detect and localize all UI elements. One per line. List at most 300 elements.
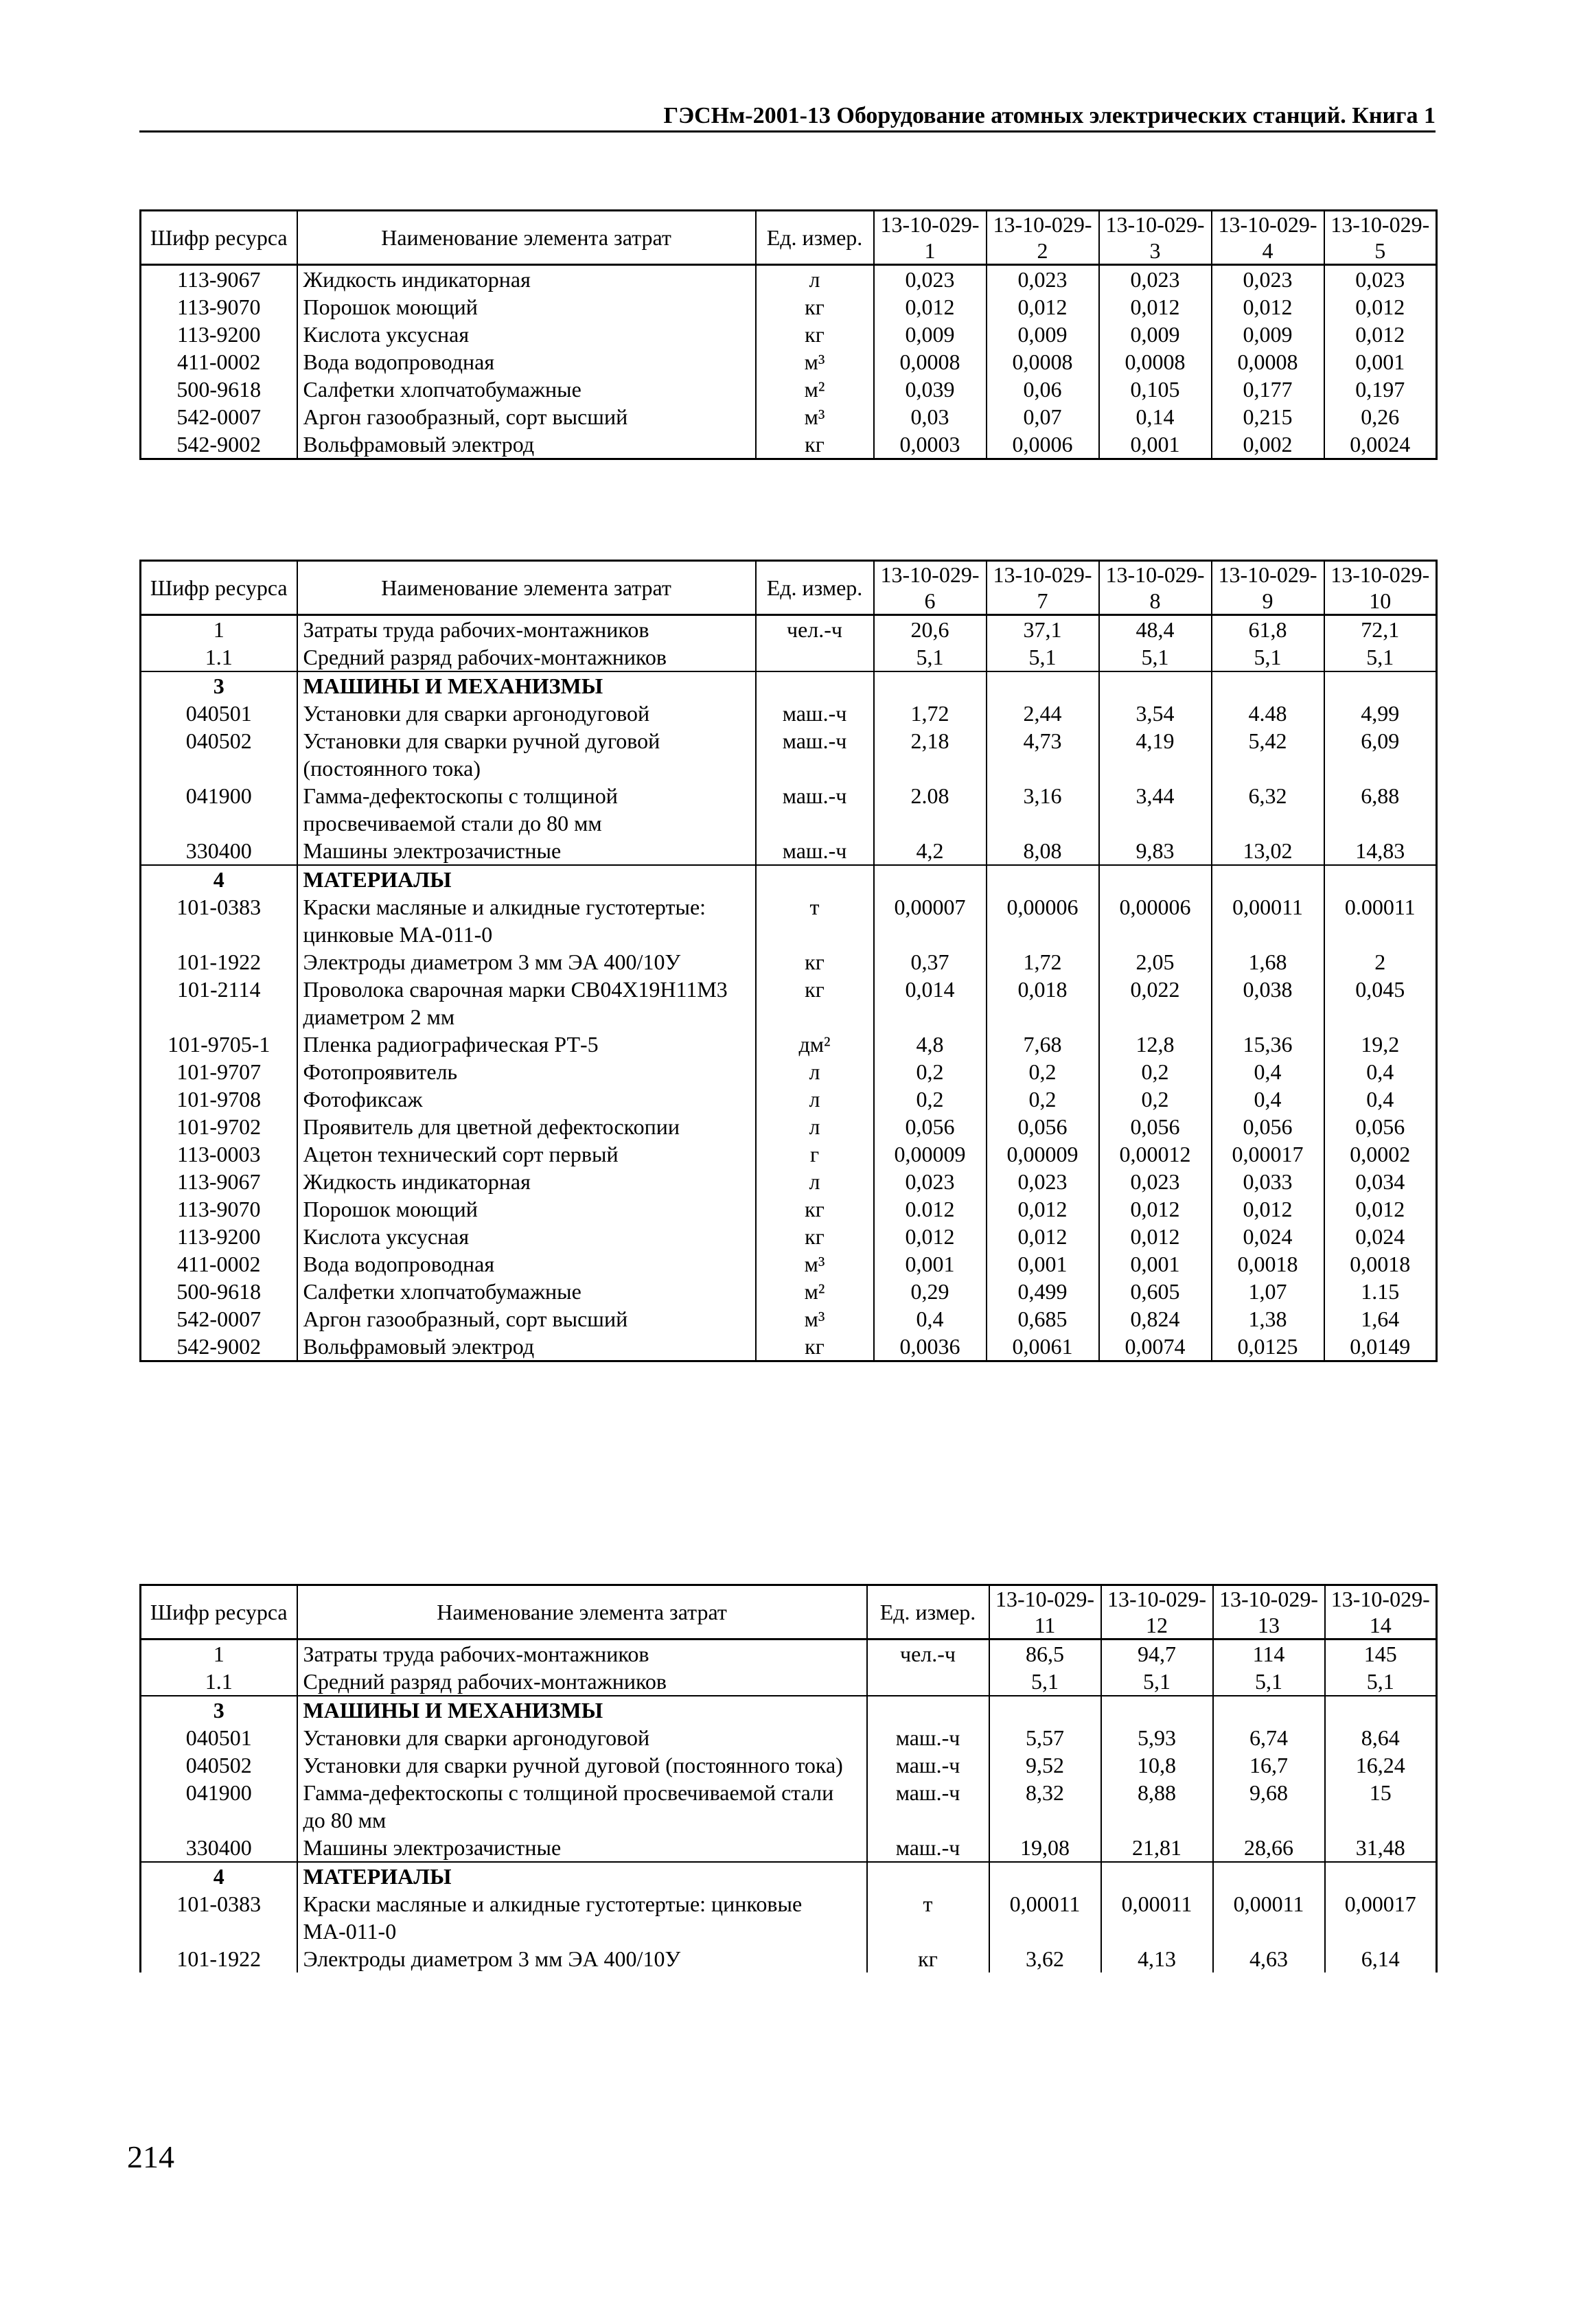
resource-code: 1.1 [141,1668,297,1696]
table-row [141,643,1437,671]
resource-code: 3 [141,671,297,700]
value-cell: 19,08 [989,1834,1101,1862]
value-cell: 114 [1213,1640,1325,1668]
resource-code: 411-0002 [141,348,297,376]
resource-code: 041900 [141,782,297,837]
unit-cell: маш.-ч [867,1779,989,1834]
resource-name: Краски масляные и алкидные густотертые: цинковые МА-011-0 [297,1890,867,1945]
resource-name: МАШИНЫ И МЕХАНИЗМЫ [297,1696,867,1724]
value-cell: 0,07 [987,403,1099,430]
page-header: ГЭСНм-2001-13 Оборудование атомных электрических станций. Книга 1 [139,103,1436,133]
value-cell: 0,2 [874,1058,987,1085]
value-cell: 0,012 [1324,321,1437,348]
unit-cell: кг [756,293,874,321]
table-row [141,1058,1437,1085]
value-cell: 0,4 [1324,1058,1437,1085]
value-cell: 0,033 [1212,1168,1324,1195]
value-cell: 13,02 [1212,837,1324,865]
value-cell: 0,00009 [874,1140,987,1168]
value-cell: 7,68 [987,1031,1099,1058]
col-header-norm: 13-10-029-13 [1213,1585,1325,1640]
table-row [141,1305,1437,1333]
unit-cell: л [756,1113,874,1140]
value-cell: 0,056 [1212,1113,1324,1140]
value-cell: 0,0008 [874,348,987,376]
resource-name: Установки для сварки ручной дуговой (постоянного тока) [297,1751,867,1779]
value-cell: 0,056 [1324,1113,1437,1140]
value-cell: 2,44 [987,700,1099,727]
resource-name: Кислота уксусная [297,321,756,348]
resource-name: Машины электрозачистные [297,837,756,865]
value-cell: 5,1 [874,643,987,671]
value-cell: 0,0024 [1324,430,1437,459]
value-cell: 14,83 [1324,837,1437,865]
unit-cell [756,643,874,671]
value-cell: 0,00017 [1212,1140,1324,1168]
value-cell: 0,0008 [987,348,1099,376]
value-cell: 5,1 [1213,1668,1325,1696]
unit-cell: дм² [756,1031,874,1058]
table-row [141,1668,1437,1696]
value-cell: 0,024 [1324,1223,1437,1250]
value-cell: 0,038 [1212,976,1324,1031]
value-cell: 0,009 [987,321,1099,348]
resource-code: 040502 [141,727,297,782]
value-cell: 4,63 [1213,1945,1325,1972]
table-row [141,348,1437,376]
value-cell: 0,00011 [1213,1890,1325,1945]
value-cell [874,671,987,700]
value-cell: 0,045 [1324,976,1437,1031]
value-cell: 0,177 [1212,376,1324,403]
col-header-norm: 13-10-029-12 [1101,1585,1213,1640]
value-cell [989,1862,1101,1890]
unit-cell: л [756,1058,874,1085]
value-cell: 0,00011 [1101,1890,1213,1945]
value-cell: 0,14 [1099,403,1212,430]
value-cell: 4,13 [1101,1945,1213,1972]
table-row [141,1223,1437,1250]
resource-name: Ацетон технический сорт первый [297,1140,756,1168]
col-header-norm: 13-10-029-2 [987,211,1099,265]
value-cell: 0,0018 [1324,1250,1437,1278]
table-row [141,837,1437,865]
table-row [141,403,1437,430]
table-row [141,893,1437,948]
value-cell [1101,1862,1213,1890]
col-header-unit: Ед. измер. [756,561,874,615]
value-cell: 0,00012 [1099,1140,1212,1168]
value-cell: 8,32 [989,1779,1101,1834]
value-cell [1213,1862,1325,1890]
resource-name: Порошок моющий [297,1195,756,1223]
value-cell: 0,056 [1099,1113,1212,1140]
value-cell: 0,4 [1324,1085,1437,1113]
resource-name: Электроды диаметром 3 мм ЭА 400/10У [297,948,756,976]
unit-cell: маш.-ч [867,1834,989,1862]
col-header-norm: 13-10-029-6 [874,561,987,615]
value-cell: 5,1 [1101,1668,1213,1696]
value-cell [987,671,1099,700]
value-cell: 4,99 [1324,700,1437,727]
value-cell: 6,32 [1212,782,1324,837]
resource-name: Вольфрамовый электрод [297,1333,756,1361]
resource-name: Затраты труда рабочих-монтажников [297,615,756,644]
value-cell: 0,0036 [874,1333,987,1361]
unit-cell: маш.-ч [756,837,874,865]
resource-code: 500-9618 [141,376,297,403]
value-cell: 0,023 [987,265,1099,294]
value-cell [1325,1862,1437,1890]
resource-code: 411-0002 [141,1250,297,1278]
value-cell: 0,00017 [1325,1890,1437,1945]
resource-code: 101-2114 [141,976,297,1031]
value-cell [989,1696,1101,1724]
value-cell [874,865,987,893]
col-header-code: Шифр ресурса [141,1585,297,1640]
resource-name: Затраты труда рабочих-монтажников [297,1640,867,1668]
value-cell: 0,29 [874,1278,987,1305]
unit-cell: м³ [756,1305,874,1333]
value-cell: 0,499 [987,1278,1099,1305]
table-row [141,1724,1437,1751]
table-row [141,782,1437,837]
value-cell: 0,4 [1212,1085,1324,1113]
value-cell: 0,001 [874,1250,987,1278]
value-cell: 6,14 [1325,1945,1437,1972]
value-cell: 16,7 [1213,1751,1325,1779]
col-header-norm: 13-10-029-3 [1099,211,1212,265]
resource-code: 1.1 [141,643,297,671]
unit-cell: кг [756,321,874,348]
value-cell: 4,73 [987,727,1099,782]
resource-code: 113-9070 [141,1195,297,1223]
value-cell: 0,00009 [987,1140,1099,1168]
value-cell: 0,023 [1324,265,1437,294]
table-row [141,321,1437,348]
value-cell: 9,68 [1213,1779,1325,1834]
value-cell: 37,1 [987,615,1099,644]
resource-name: Вода водопроводная [297,1250,756,1278]
resource-name: Средний разряд рабочих-монтажников [297,1668,867,1696]
value-cell: 16,24 [1325,1751,1437,1779]
table-row [141,1140,1437,1168]
col-header-name: Наименование элемента затрат [297,211,756,265]
table-row [141,1085,1437,1113]
value-cell: 0,0006 [987,430,1099,459]
section-row [141,1862,1437,1890]
table-row [141,1640,1437,1668]
resource-table-3 [139,1584,1438,1972]
value-cell: 0.00011 [1324,893,1437,948]
value-cell: 0,00006 [1099,893,1212,948]
value-cell: 0,4 [1212,1058,1324,1085]
unit-cell: кг [756,430,874,459]
resource-name: Жидкость индикаторная [297,265,756,294]
col-header-norm: 13-10-029-9 [1212,561,1324,615]
value-cell: 0,00007 [874,893,987,948]
value-cell: 0,056 [874,1113,987,1140]
col-header-norm: 13-10-029-7 [987,561,1099,615]
unit-cell: маш.-ч [867,1724,989,1751]
value-cell [1212,671,1324,700]
value-cell: 0,002 [1212,430,1324,459]
value-cell: 94,7 [1101,1640,1213,1668]
resource-code: 041900 [141,1779,297,1834]
value-cell: 4.48 [1212,700,1324,727]
value-cell: 20,6 [874,615,987,644]
value-cell: 1.15 [1324,1278,1437,1305]
value-cell: 12,8 [1099,1031,1212,1058]
value-cell: 0,685 [987,1305,1099,1333]
resource-code: 542-9002 [141,1333,297,1361]
resource-name: Порошок моющий [297,293,756,321]
value-cell: 5,57 [989,1724,1101,1751]
value-cell [1101,1696,1213,1724]
value-cell [987,865,1099,893]
value-cell: 0,009 [874,321,987,348]
col-header-unit: Ед. измер. [756,211,874,265]
unit-cell: кг [756,976,874,1031]
col-header-norm: 13-10-029-4 [1212,211,1324,265]
unit-cell: м³ [756,1250,874,1278]
page-number: 214 [127,2139,174,2174]
value-cell: 6,09 [1324,727,1437,782]
value-cell: 1,38 [1212,1305,1324,1333]
value-cell: 0,023 [987,1168,1099,1195]
resource-code: 113-9067 [141,1168,297,1195]
resource-code: 101-9707 [141,1058,297,1085]
value-cell: 2 [1324,948,1437,976]
unit-cell: чел.-ч [867,1640,989,1668]
value-cell: 0,009 [1099,321,1212,348]
unit-cell: г [756,1140,874,1168]
value-cell: 6,74 [1213,1724,1325,1751]
value-cell: 0,012 [1099,293,1212,321]
table-row [141,727,1437,782]
value-cell: 0,0008 [1099,348,1212,376]
value-cell: 0,012 [874,293,987,321]
value-cell: 5,93 [1101,1724,1213,1751]
value-cell: 0,012 [987,293,1099,321]
value-cell: 48,4 [1099,615,1212,644]
value-cell: 0,023 [874,265,987,294]
col-header-name: Наименование элемента затрат [297,561,756,615]
value-cell: 1,72 [874,700,987,727]
resource-name: Проявитель для цветной дефектоскопии [297,1113,756,1140]
table-row [141,1751,1437,1779]
table-row [141,615,1437,644]
value-cell: 0,03 [874,403,987,430]
resource-name: МАШИНЫ И МЕХАНИЗМЫ [297,671,756,700]
unit-cell: кг [756,1195,874,1223]
value-cell: 0,023 [1099,1168,1212,1195]
value-cell: 28,66 [1213,1834,1325,1862]
resource-code: 101-9702 [141,1113,297,1140]
value-cell [1212,865,1324,893]
value-cell: 0,023 [1099,265,1212,294]
col-header-norm: 13-10-029-10 [1324,561,1437,615]
value-cell: 1,07 [1212,1278,1324,1305]
resource-name: Фотопроявитель [297,1058,756,1085]
value-cell: 4,19 [1099,727,1212,782]
col-header-code: Шифр ресурса [141,561,297,615]
value-cell: 21,81 [1101,1834,1213,1862]
value-cell: 0,018 [987,976,1099,1031]
resource-name: Жидкость индикаторная [297,1168,756,1195]
resource-name: Установки для сварки ручной дуговой (постоянного тока) [297,727,756,782]
value-cell: 0,012 [1324,293,1437,321]
value-cell: 0,605 [1099,1278,1212,1305]
unit-cell [867,1696,989,1724]
resource-code: 040502 [141,1751,297,1779]
value-cell: 0,105 [1099,376,1212,403]
unit-cell: т [756,893,874,948]
value-cell: 5,1 [1325,1668,1437,1696]
unit-cell: м³ [756,403,874,430]
value-cell: 0,012 [1324,1195,1437,1223]
value-cell: 5,1 [1324,643,1437,671]
unit-cell: маш.-ч [756,782,874,837]
table-row [141,948,1437,976]
value-cell: 0,4 [874,1305,987,1333]
col-header-code: Шифр ресурса [141,211,297,265]
resource-code: 101-0383 [141,893,297,948]
value-cell: 4,8 [874,1031,987,1058]
value-cell: 8,64 [1325,1724,1437,1751]
value-cell: 3,44 [1099,782,1212,837]
resource-code: 330400 [141,1834,297,1862]
unit-cell [867,1862,989,1890]
unit-cell: маш.-ч [756,700,874,727]
value-cell: 0,009 [1212,321,1324,348]
col-header-unit: Ед. измер. [867,1585,989,1640]
value-cell: 31,48 [1325,1834,1437,1862]
value-cell: 0,024 [1212,1223,1324,1250]
resource-code: 542-9002 [141,430,297,459]
value-cell: 0,824 [1099,1305,1212,1333]
unit-cell: м² [756,376,874,403]
value-cell: 0,00011 [1212,893,1324,948]
table-row [141,1250,1437,1278]
col-header-norm: 13-10-029-14 [1325,1585,1437,1640]
resource-name: Проволока сварочная марки СВ04Х19Н11М3 диаметром 2 мм [297,976,756,1031]
resource-code: 040501 [141,700,297,727]
unit-cell: м³ [756,348,874,376]
value-cell: 0,2 [1099,1085,1212,1113]
value-cell: 15,36 [1212,1031,1324,1058]
resource-name: МАТЕРИАЛЫ [297,865,756,893]
resource-code: 101-9708 [141,1085,297,1113]
resource-name: Электроды диаметром 3 мм ЭА 400/10У [297,1945,867,1972]
resource-code: 330400 [141,837,297,865]
value-cell: 1,68 [1212,948,1324,976]
col-header-norm: 13-10-029-8 [1099,561,1212,615]
value-cell: 0,023 [1212,265,1324,294]
value-cell: 0,012 [987,1195,1099,1223]
resource-code: 4 [141,1862,297,1890]
resource-name: Гамма-дефектоскопы с толщиной просвечиваемой стали до 80 мм [297,1779,867,1834]
value-cell: 0,0002 [1324,1140,1437,1168]
value-cell: 0,0061 [987,1333,1099,1361]
value-cell: 1,64 [1324,1305,1437,1333]
resource-name: МАТЕРИАЛЫ [297,1862,867,1890]
value-cell: 0,014 [874,976,987,1031]
resource-code: 113-9200 [141,1223,297,1250]
table-row [141,430,1437,459]
resource-name: Салфетки хлопчатобумажные [297,1278,756,1305]
value-cell [1099,865,1212,893]
value-cell: 0,2 [987,1085,1099,1113]
resource-name: Вольфрамовый электрод [297,430,756,459]
value-cell: 4,2 [874,837,987,865]
resource-name: Аргон газообразный, сорт высший [297,403,756,430]
value-cell: 0,012 [1212,293,1324,321]
value-cell: 0,012 [874,1223,987,1250]
resource-name: Фотофиксаж [297,1085,756,1113]
table-row [141,1278,1437,1305]
resource-code: 500-9618 [141,1278,297,1305]
value-cell: 0,001 [1324,348,1437,376]
value-cell: 0,039 [874,376,987,403]
resource-code: 101-9705-1 [141,1031,297,1058]
unit-cell [867,1668,989,1696]
resource-name: Краски масляные и алкидные густотертые: цинковые МА-011-0 [297,893,756,948]
table-row [141,1195,1437,1223]
resource-name: Вода водопроводная [297,348,756,376]
resource-code: 4 [141,865,297,893]
value-cell: 86,5 [989,1640,1101,1668]
value-cell: 0,012 [1212,1195,1324,1223]
unit-cell: л [756,265,874,294]
value-cell: 61,8 [1212,615,1324,644]
value-cell: 0,0149 [1324,1333,1437,1361]
unit-cell: маш.-ч [867,1751,989,1779]
value-cell: 0,0008 [1212,348,1324,376]
resource-code: 101-1922 [141,948,297,976]
value-cell: 0,197 [1324,376,1437,403]
col-header-norm: 13-10-029-5 [1324,211,1437,265]
resource-code: 1 [141,1640,297,1668]
value-cell: 5,42 [1212,727,1324,782]
value-cell: 0,0125 [1212,1333,1324,1361]
value-cell: 15 [1325,1779,1437,1834]
value-cell: 0,001 [1099,430,1212,459]
resource-name: Пленка радиографическая РТ-5 [297,1031,756,1058]
header-row [141,1585,1437,1640]
resource-code: 113-0003 [141,1140,297,1168]
table-row [141,976,1437,1031]
col-header-name: Наименование элемента затрат [297,1585,867,1640]
resource-table-1 [139,209,1438,460]
value-cell [1324,671,1437,700]
resource-name: Машины электрозачистные [297,1834,867,1862]
value-cell: 0,215 [1212,403,1324,430]
unit-cell: м² [756,1278,874,1305]
value-cell [1325,1696,1437,1724]
value-cell: 0.012 [874,1195,987,1223]
value-cell: 0,0018 [1212,1250,1324,1278]
table-row [141,265,1437,294]
value-cell: 0,2 [987,1058,1099,1085]
value-cell [1099,671,1212,700]
value-cell: 3,54 [1099,700,1212,727]
section-row [141,671,1437,700]
value-cell: 0,06 [987,376,1099,403]
value-cell: 0,2 [874,1085,987,1113]
resource-code: 542-0007 [141,403,297,430]
resource-code: 113-9200 [141,321,297,348]
